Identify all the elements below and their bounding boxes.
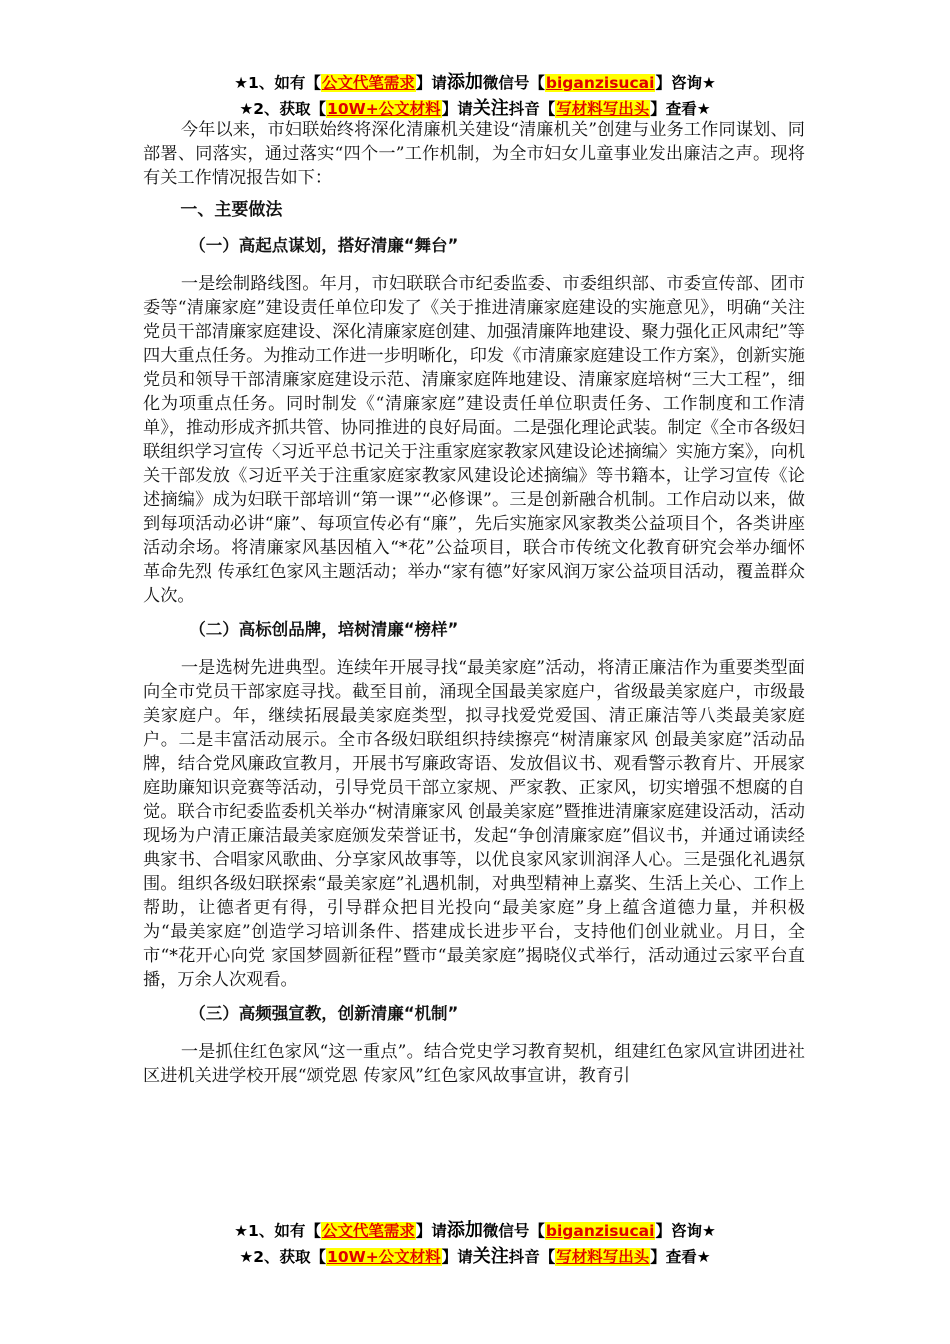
promo-text: ★2、获取【 — [239, 100, 327, 118]
document-body — [143, 118, 805, 1088]
promo-line-1 — [120, 70, 830, 96]
promo-banner-top — [120, 70, 830, 122]
promo-douyin-id: 写材料写出头 — [556, 1248, 650, 1266]
promo-text: 】请 — [415, 1222, 447, 1240]
subsection-heading: （三）高频强宣教，创新清廉“机制” — [189, 1004, 459, 1023]
promo-highlight: 10W+公文材料 — [327, 1248, 441, 1266]
promo-emphasis: 关注 — [472, 1246, 509, 1267]
promo-text: 】请 — [441, 1248, 473, 1266]
promo-text: 微信号【 — [482, 74, 545, 92]
promo-emphasis: 关注 — [472, 98, 509, 119]
promo-text: 抖音【 — [508, 100, 556, 118]
promo-emphasis: 添加 — [446, 1220, 483, 1241]
promo-text: 抖音【 — [508, 1248, 556, 1266]
subsection-heading: （一）高起点谋划，搭好清廉“舞台” — [189, 236, 459, 255]
body-paragraph: 一是抓住红色家风“这一重点”。结合党史学习教育契机，组建红色家风宣讲团进社区进机关进学校开展“颂党恩 传家风”红色家风故事宣讲，教育引 — [143, 1042, 805, 1086]
body-paragraph: 一是选树先进典型。连续年开展寻找“最美家庭”活动，将清正廉洁作为重要类型面向全市党员干部家庭寻找。截至目前，涌现全国最美家庭户，省级最美家庭户，市级最美家庭户。年，继续拓展最美家庭类型，拟寻找爱党爱国、清正廉洁等八类最美家庭户。二是丰富活动展示。全市各级妇联组织持续擦亮“树清廉家风 创最美家庭”活动品牌，结合党风廉政宣教月，开展书写廉政寄语、发放倡议书、观看警示教育片、开展家庭助廉知识竞赛等活动，引导党员干部立家规、严家教、正家风，切实增强不想腐的自觉。联合市纪委监委机关举办“树清廉家风 创最美家庭”暨推进清廉家庭建设活动，活动现场为户清正廉洁最美家庭颁发荣誉证书，发起“争创清廉家庭”倡议书，并通过诵读经典家书、合唱家风歌曲、分享家风故事等，以优良家风家训润泽人心。三是强化礼遇氛围。组织各级妇联探索“最美家庭”礼遇机制，对典型精神上嘉奖、生活上关心、工作上帮助，让德者更有得，引导群众把目光投向“最美家庭”身上蕴含道德力量，并积极为“最美家庭”创造学习培训条件、搭建成长进步平台，支持他们创业就业。月日，全市“*花开心向党 家国梦圆新征程”暨市“最美家庭”揭晓仪式举行，活动通过云家平台直播，万余人次观看。 — [143, 658, 805, 990]
promo-highlight: 10W+公文材料 — [327, 100, 441, 118]
promo-text: ★1、如有【 — [234, 1222, 321, 1240]
section-heading: 一、主要做法 — [180, 200, 283, 220]
promo-text: ★1、如有【 — [234, 74, 321, 92]
promo-text: 微信号【 — [482, 1222, 545, 1240]
promo-text: 】请 — [415, 74, 447, 92]
intro-paragraph: 今年以来，市妇联始终将深化清廉机关建设“清廉机关”创建与业务工作同谋划、同部署、同落实，通过落实“四个一”工作机制，为全市妇女儿童事业发出廉洁之声。现将有关工作情况报告如下： — [143, 120, 805, 188]
promo-douyin-id: 写材料写出头 — [556, 100, 650, 118]
promo-emphasis: 添加 — [446, 72, 483, 93]
promo-text: 】查看★ — [650, 1248, 711, 1266]
promo-text: 】咨询★ — [655, 1222, 716, 1240]
promo-text: 】咨询★ — [655, 74, 716, 92]
promo-text: ★2、获取【 — [239, 1248, 327, 1266]
promo-highlight: 公文代笔需求 — [321, 1222, 415, 1240]
promo-text: 】请 — [441, 100, 473, 118]
promo-wechat-id: biganzisucai — [545, 1222, 655, 1240]
promo-highlight: 公文代笔需求 — [321, 74, 415, 92]
promo-wechat-id: biganzisucai — [545, 74, 655, 92]
body-paragraph: 一是绘制路线图。年月，市妇联联合市纪委监委、市委组织部、市委宣传部、团市委等“清廉家庭”建设责任单位印发了《关于推进清廉家庭建设的实施意见》，明确“关注党员干部清廉家庭建设、深化清廉家庭创建、加强清廉阵地建设、聚力强化正风肃纪”等四大重点任务。为推动工作进一步明晰化，印发《市清廉家庭建设工作方案》，创新实施党员和领导干部清廉家庭建设示范、清廉家庭阵地建设、清廉家庭培树“三大工程”，细化为项重点任务。同时制发《“清廉家庭”建设责任单位职责任务、工作制度和工作清单》，推动形成齐抓共管、协同推进的良好局面。二是强化理论武装。制定《全市各级妇联组织学习宣传〈习近平总书记关于注重家庭家教家风建设论述摘编〉实施方案》，向机关干部发放《习近平关于注重家庭家教家风建设论述摘编》等书籍本，让学习宣传《论述摘编》成为妇联干部培训“第一课”“必修课”。三是创新融合机制。工作启动以来，做到每项活动必讲“廉”、每项宣传必有“廉”，先后实施家风家教类公益项目个，各类讲座活动余场。将清廉家风基因植入“*花”公益项目，联合市传统文化教育研究会举办缅怀革命先烈 传承红色家风主题活动；举办“家有德”好家风润万家公益项目活动，覆盖群众人次。 — [143, 274, 805, 606]
subsection-heading: （二）高标创品牌，培树清廉“榜样” — [189, 620, 459, 639]
promo-banner-bottom — [120, 1218, 830, 1270]
promo-line-2 — [120, 1244, 830, 1270]
promo-text: 】查看★ — [650, 100, 711, 118]
promo-line-1 — [120, 1218, 830, 1244]
